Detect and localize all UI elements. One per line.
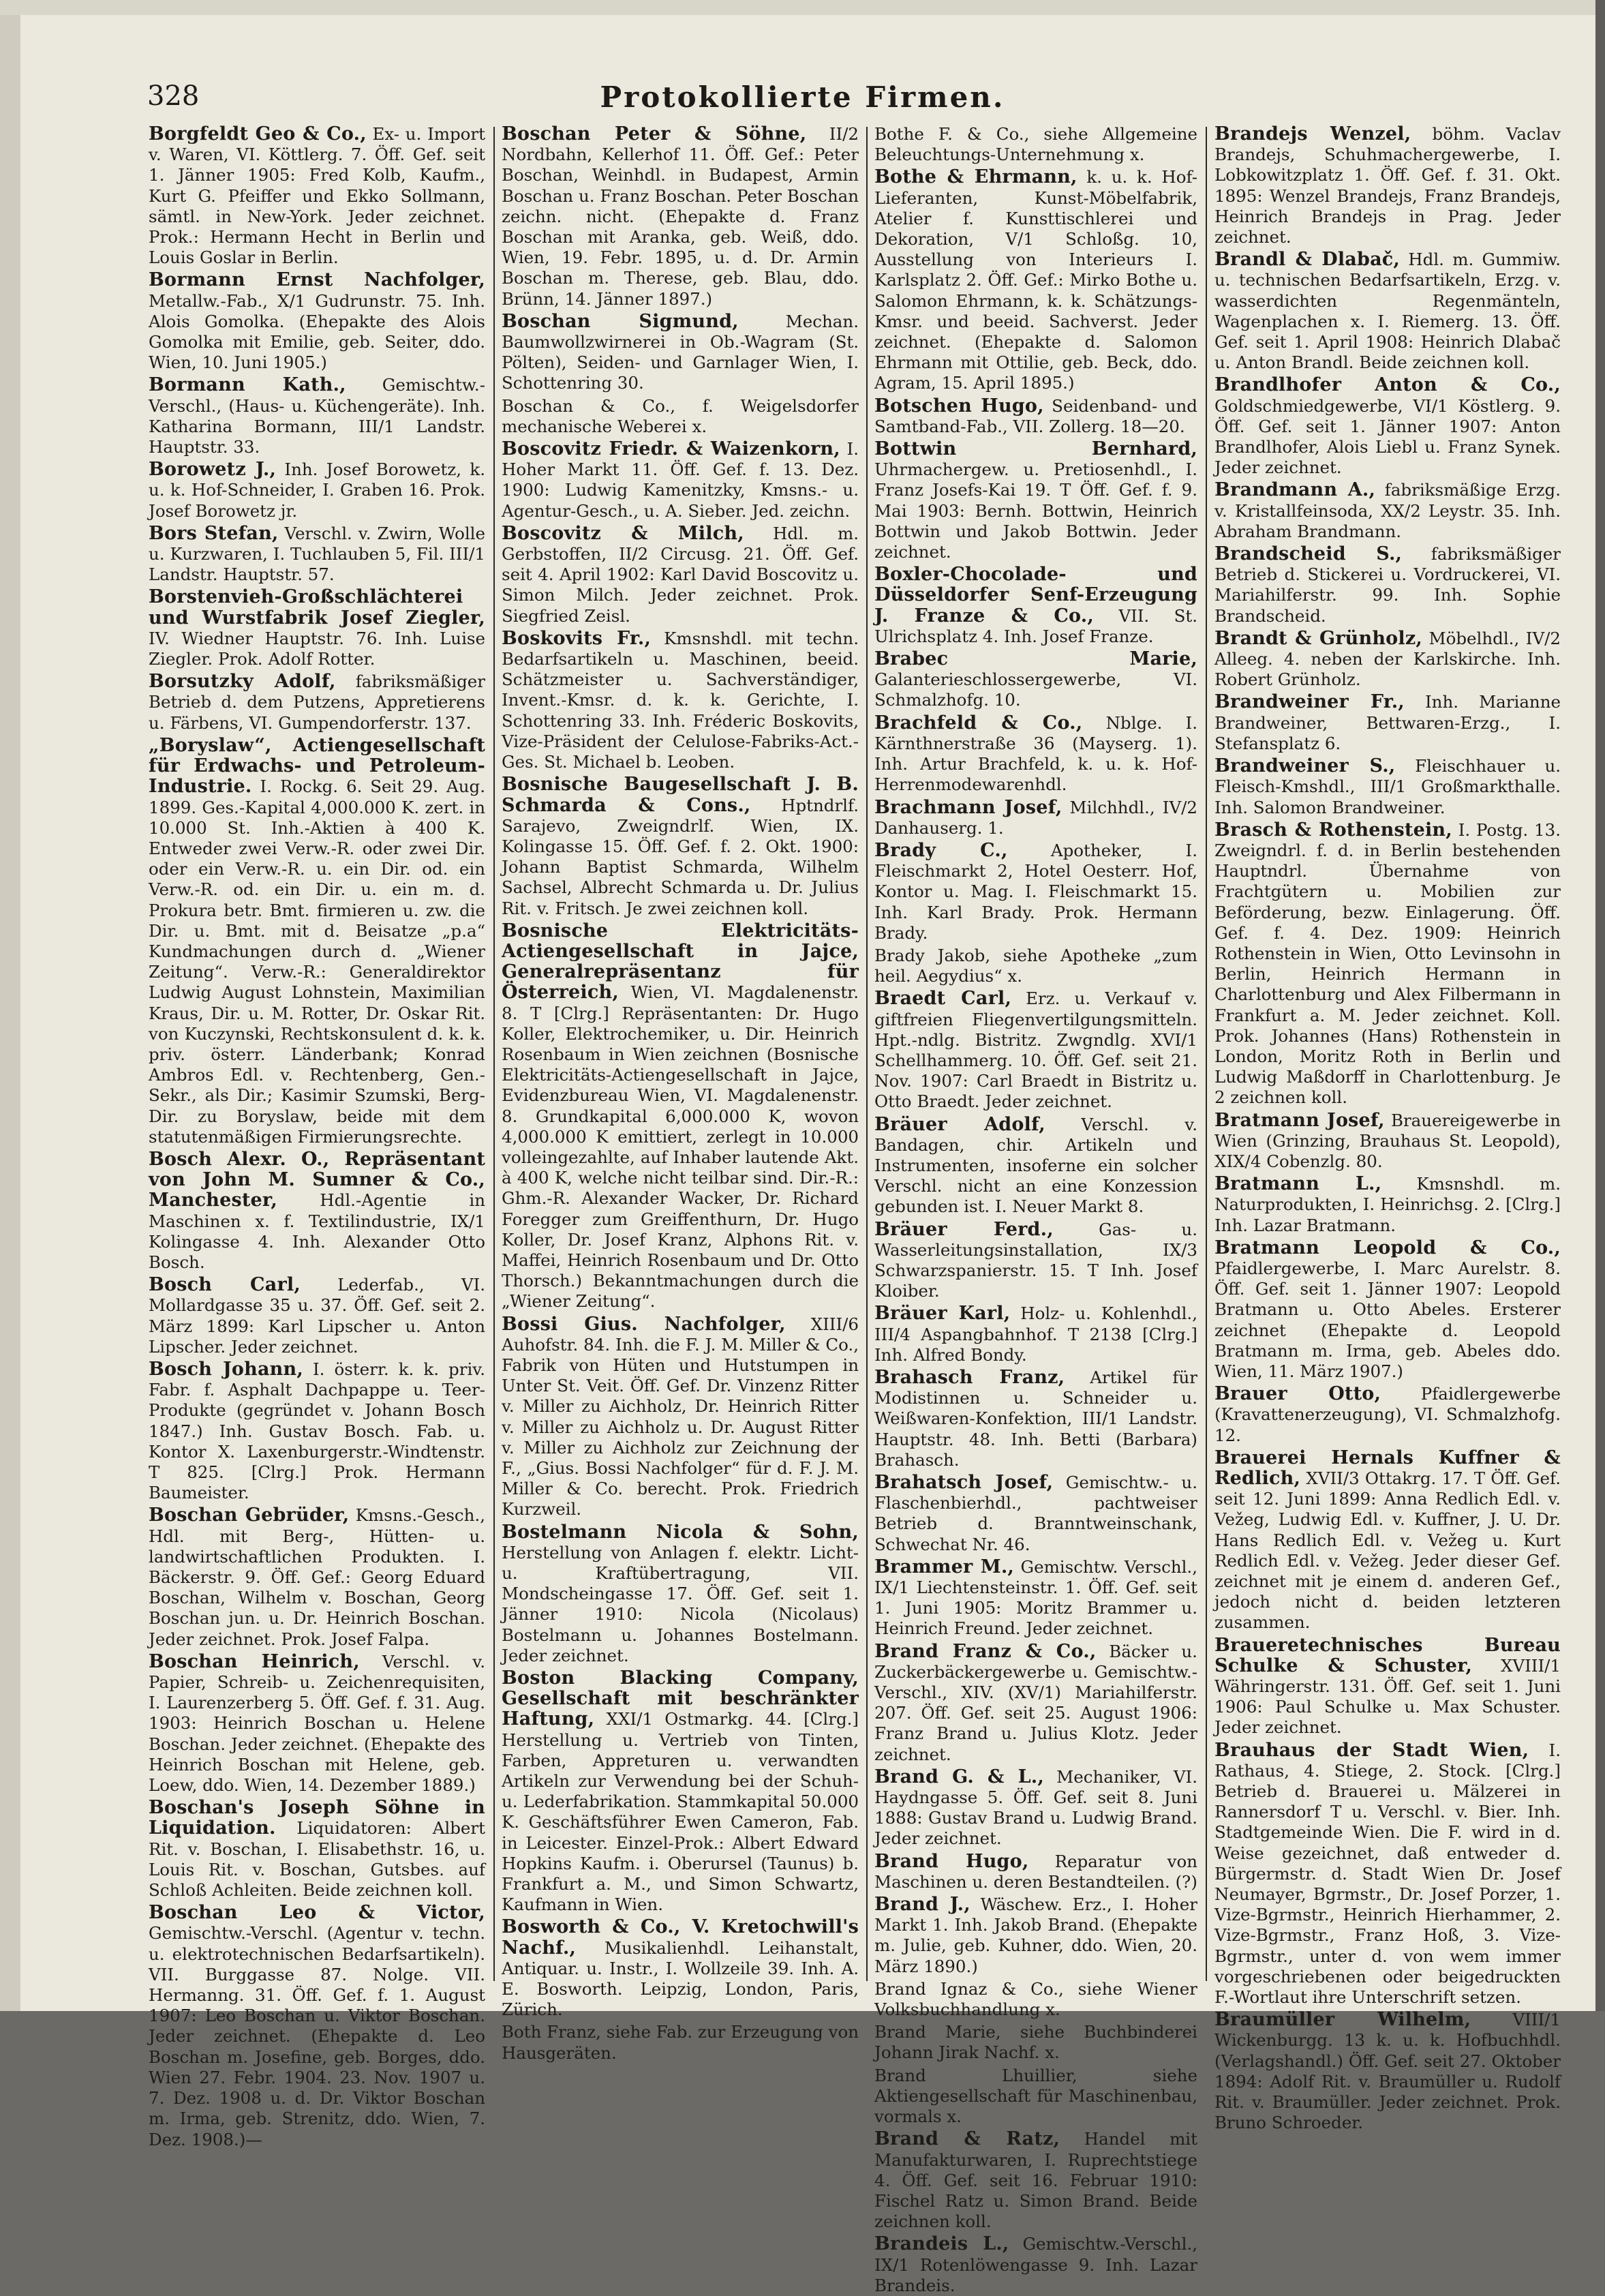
firm-entry (149, 1359, 485, 1503)
firm-details: Erz. u. Verkauf v. giftfreien Fliegenvertilgungsmitteln. Hpt.-ndlg. Bistritz. Zwgndlg. XVI/1 Schellhammerg. 10. Öff. Gef. seit 21. Nov. 1907: Carl Braedt in Bistritz u. Otto Braedt. Jeder zeichnet. (874, 988, 1197, 1112)
firm-entry (149, 587, 485, 669)
firm-name: Boschan Peter & Söhne, (502, 123, 807, 145)
firm-entry (874, 1472, 1197, 1555)
firm-name: Brandeis L., (874, 2233, 1009, 2255)
firm-details: fabriksmäßige Erzg. v. Kristallfeinsoda, XX/2 Leystr. 35. Inh. Abraham Brandmann. (1214, 480, 1561, 541)
firm-entry (502, 1668, 859, 1915)
firm-details: I. österr. k. k. priv. Fabr. f. Asphalt Dachpappe u. Teer-Produkte (gegründet v. Johann Bosch 1847.) Inh. Gustav Bosch. Fab. u. Kontor X. Laxenburgerstr.-Windtenstr. T 825. [Clrg.] Prok. Hermann Baumeister. (149, 1359, 486, 1503)
firm-entry (1214, 1238, 1561, 1382)
scan-edge-top (0, 0, 1605, 15)
firm-details: Hdl. m. Gerbstoffen, II/2 Circusg. 21. Öff. Gef. seit 4. April 1902: Karl David Boscovitz u. Simon Milch. Jeder zeichnet. Prok. Siegfried Zeisl. (502, 523, 859, 626)
firm-details: Fleischhauer u. Fleisch-Kmshdl., III/1 Großmarkthalle. Inh. Salomon Brandweiner. (1214, 756, 1561, 817)
firm-entry (1214, 1448, 1561, 1633)
firm-details: Hdl. m. Gummiw. u. technischen Bedarfsartikeln, Erzg. v. wasserdichten Regenmänteln, Wagenplachen x. I. Riemerg. 13. Öff. Gef. seit 1. April 1908: Heinrich Dlabač u. Anton Brandl. Beide zeichnen koll. (1214, 250, 1561, 373)
firm-entry (1214, 1740, 1561, 2008)
firm-details: fabriksmäßiger Betrieb d. dem Putzens, Appretierens u. Färbens, VI. Gumpendorferstr. 137. (149, 671, 485, 733)
column-divider (493, 127, 495, 1981)
firm-entry (1214, 124, 1561, 247)
firm-entry (1214, 2010, 1561, 2133)
firm-details: Seidenband- und Samtband-Fab., VII. Zollerg. 18—20. (874, 395, 1197, 436)
firm-name: Botschen Hugo, (874, 395, 1044, 417)
firm-details: Möbelhdl., IV/2 Alleeg. 4. neben der Karlskirche. Inh. Robert Grünholz. (1214, 628, 1561, 690)
firm-name: Boscovitz Friedr. & Waizenkorn, (502, 438, 840, 460)
firm-name: Brahasch Franz, (874, 1366, 1065, 1388)
firm-details: Milchhdl., IV/2 Danhauserg. 1. (874, 797, 1197, 838)
firm-name: Brandweiner Fr., (1214, 691, 1405, 713)
firm-name: Boschan Heinrich, (149, 1650, 360, 1672)
firm-details: Kmsnshdl. mit techn. Bedarfsartikeln u. Maschinen, beeid. Schätzmeister u. Sachverständiger, Invent.-Kmsr. d. k. k. Gerichte, I. Schottenring 33. Inh. Fréderic Boskovits, Vize-Präsident der Celulose-Fabriks-Act.-Ges. St. Michael b. Leoben. (502, 628, 859, 772)
firm-details: Brand Ignaz & Co., siehe Wiener Volksbuchhandlung x. (874, 1978, 1197, 2020)
page-header (0, 80, 1605, 121)
firm-details: Brand Marie, siehe Buchbinderei Johann Jirak Nachf. x. (874, 2022, 1197, 2063)
firm-entry (149, 524, 485, 586)
firm-details: Uhrmachergew. u. Pretiosenhdl., I. Franz Josefs-Kai 19. T Öff. Gef. f. 9. Mai 1903: Bernh. Bottwin, Heinrich Bottwin und Jakob Bottwin. Jeder zeichnet. (874, 459, 1197, 562)
firm-entry (874, 439, 1197, 562)
firm-name: Borowetz J., (149, 459, 277, 481)
firm-entry (1214, 250, 1561, 373)
firm-entry (1214, 1174, 1561, 1236)
firm-name: Bormann Ernst Nachfolger, (149, 269, 485, 291)
text-column-1 (149, 123, 486, 2149)
firm-details: Goldschmiedgewerbe, VI/1 Köstlerg. 9. Öff. Gef. seit 1. Jänner 1907: Anton Brandlhofer, Alois Liebl u. Franz Synek. Jeder zeichnet. (1214, 395, 1561, 478)
firm-entry (149, 124, 485, 268)
firm-entry (502, 312, 859, 394)
firm-details: I. Postg. 13. Zweigndrl. f. d. in Berlin bestehenden Hauptndrl. Übernahme von Frachtgütern u. Mobilien zur Beförderung, bezw. Einlagerung. Öff. Gef. f. 4. Dez. 1909: Heinrich Rothenstein in Wien, Otto Levinsohn in Berlin, Heinrich Hermann in Charlottenburg und Alex Filbermann in Frankfurt a. M. Jeder zeichnet. Koll. Prok. Johannes (Hans) Rothenstein in London, Moritz Roth in Berlin und Ludwig Maßdorff in Charlottenburg. Je 2 zeichnen koll. (1214, 819, 1561, 1108)
firm-entry (502, 629, 859, 772)
page-title: Protokollierte Firmen. (600, 80, 1005, 114)
firm-entry (149, 1652, 485, 1796)
firm-name: Bosch Alexr. O., Repräsentant von John M. Sumner & Co., Manchester, (149, 1148, 485, 1211)
firm-name: Brandejs Wenzel, (1214, 123, 1411, 145)
text-column-3 (874, 124, 1198, 2295)
firm-name: Brandmann A., (1214, 479, 1376, 501)
firm-name: Brauhaus der Stadt Wien, (1214, 1739, 1529, 1761)
firm-details: Wien, VI. Magdalenenstr. 8. T [Clrg.] Repräsentanten: Dr. Hugo Koller, Elektrochemiker, u. Dir. Heinrich Rosenbaum in Wien zeichnen (Bosnische Elektricitäts-Actiengesellschaft in Jajce, Evidenzbureau Wien, VI. Magdalenenstr. 8. Grundkapital 6,000.000 K, wovon 4,000.000 K emittiert, zerlegt in 10.000 volleingezahlte, auf Inhaber lautende Akt. à 400 K, welche nicht teilbar sind. Dir.-R.: Ghm.-R. Alexander Wacker, Dr. Richard Foregger zum Greiffenthurn, Dr. Hugo Koller, Dr. Josef Kranz, Alphons Rit. v. Maffei, Heinrich Rosenbaum und Dr. Otto Thorsch.) Bekanntmachungen durch die „Wiener Zeitung“. (502, 982, 859, 1312)
firm-details: Gemischtw.-Verschl. (Agentur v. techn. u. elektrotechnischen Bedarfsartikeln). VII. Burggasse 87. Nolge. VII. Hermanng. 31. Öff. Gef. f. 1. August 1907: Leo Boschan u. Viktor Boschan. Jeder zeichnet. (Ehepakte d. Leo Boschan m. Josefine, geb. Borges, ddo. Wien 27. Febr. 1904. 23. Nov. 1907 u. 7. Dez. 1908 u. d. Dr. Viktor Boschan m. Irma, geb. Strenitz, ddo. Wien, 7. Dez. 1908.)— (149, 1923, 485, 2149)
firm-entry (1214, 1111, 1561, 1173)
firm-entry (149, 736, 485, 1147)
firm-name: Brandlhofer Anton & Co., (1214, 374, 1561, 396)
firm-entry (502, 396, 859, 437)
firm-details: Inh. Marianne Brandweiner, Bettwaren-Erzg., I. Stefansplatz 6. (1214, 692, 1561, 753)
firm-details: XVII/3 Ottakrg. 17. T Öff. Gef. seit 12. Juni 1899: Anna Redlich Edl. v. Vežeg, Ludwig Edl. v. Kuffner, J. U. Dr. Hans Redlich Edl. v. Vežeg u. Kurt Redlich Edl. v. Vežeg. Jeder dieser Gef. zeichnet mit je einem d. anderen Gef., jedoch nicht d. beiden letzteren zusammen. (1214, 1468, 1561, 1633)
firm-entry (1214, 544, 1561, 626)
firm-details: Bothe F. & Co., siehe Allgemeine Beleuchtungs-Unternehmung x. (874, 124, 1197, 165)
firm-name: Bratmann Josef, (1214, 1109, 1385, 1131)
column-divider (1206, 127, 1207, 1981)
firm-entry (1214, 480, 1561, 542)
firm-name: Brachmann Josef, (874, 796, 1063, 818)
text-column-4 (1214, 123, 1561, 2133)
firm-details: XXI/1 Ostmarkg. 44. [Clrg.] Herstellung u. Vertrieb von Tinten, Farben, Appreturen u. verwandten Artikeln zur Verwendung bei der Schuh- u. Lederfabrikation. Stammkapital 50.000 K. Geschäftsführer Ewen Cameron, Fab. in Leicester. Einzel-Prok.: Albert Edward Hopkins Kaufm. i. Oberursel (Taunus) b. Frankfurt a. M., und Simon Schwartz, Kaufmann in Wien. (502, 1709, 859, 1915)
firm-name: Brand J., (874, 1894, 970, 1916)
firm-details: Gemischtw.- u. Flaschenbierhdl., pachtweiser Betrieb d. Branntweinschank, Schwechat Nr. 46. (874, 1472, 1197, 1554)
firm-name: Brand & Ratz, (874, 2128, 1060, 2150)
firm-entry (149, 459, 485, 522)
firm-name: Boston Blacking Company, Gesellschaft mit beschränkter Haftung, (502, 1667, 859, 1730)
firm-details: Pfaidlergewerbe, I. Marc Aurelstr. 8. Öff. Gef. seit 1. Jänner 1907: Leopold Bratmann u. Otto Abeles. Ersterer zeichnet (Ehepakte d. Leopold Bratmann m. Irma, geb. Abeles ddo. Wien, 11. März 1907.) (1214, 1258, 1561, 1381)
firm-name: Borstenvieh-Großschlächterei und Wurstfabrik Josef Ziegler, (149, 586, 485, 629)
firm-details: Mechan. Baumwollzwirnerei in Ob.-Wagram (St. Pölten), Seiden- und Garnlager Wien, I. Schottenring 30. (502, 311, 859, 393)
firm-details: XVIII/1 Währingerstr. 131. Öff. Gef. seit 1. Juni 1906: Paul Schulke u. Max Schuster. Jeder zeichnet. (1214, 1655, 1561, 1738)
firm-details: II/2 Nordbahn, Kellerhof 11. Öff. Gef.: Peter Boschan, Weinhdl. in Budapest, Armin Boschan u. Franz Boschan. Peter Boschan zeichn. nicht. (Ehepakte d. Franz Boschan mit Aranka, geb. Weiß, ddo. Wien, 19. Febr. 1895, u. d. Dr. Armin Boschan m. Therese, geb. Blau, ddo. Brünn, 14. Jänner 1897.) (502, 124, 859, 309)
firm-name: Boxler-Chocolade- und Düsseldorfer Senf-Erzeugung J. Franze & Co., (874, 564, 1197, 626)
firm-details: Holz- u. Kohlenhdl., III/4 Aspangbahnhof. T 2138 [Clrg.] Inh. Alfred Bondy. (874, 1303, 1197, 1365)
firm-entry (1214, 820, 1561, 1108)
firm-details: VIII/1 Wickenburgg. 13 k. u. k. Hofbuchhdl. (Verlagshandl.) Öff. Gef. seit 27. Oktober 1894: Adolf Rit. v. Braumüller u. Rudolf Rit. v. Braumüller. Jeder zeichnet. Prok. Bruno Schroeder. (1214, 2010, 1561, 2133)
firm-name: Brabec Marie, (874, 648, 1197, 670)
firm-name: Bors Stefan, (149, 522, 279, 544)
firm-details: k. u. k. Hof-Lieferanten, Kunst-Möbelfabrik, Atelier f. Kunsttischlerei und Dekoration, V/1 Schloßg. 10, Ausstellung von Interieurs I. Karlsplatz 2. Öff. Gef.: Mirko Bothe u. Salomon Ehrmann, k. k. Schätzungs-Kmsr. und beeid. Sachverst. Jeder zeichnet. (Ehepakte d. Salomon Ehrmann mit Ottilie, geb. Beck, ddo. Agram, 15. April 1895.) (874, 167, 1197, 393)
firm-entry (1214, 629, 1561, 691)
firm-details: Verschl. v. Bandagen, chir. Artikeln und Instrumenten, insoferne ein solcher Verschl. nicht an eine Konzession gebunden ist. I. Neuer Markt 8. (874, 1114, 1197, 1217)
firm-entry (874, 1303, 1197, 1365)
firm-entry (1214, 1635, 1561, 1738)
firm-details: Herstellung von Anlagen f. elektr. Licht- u. Kraftübertragung, VII. Mondscheingasse 17. Öff. Gef. seit 1. Jänner 1910: Nicola (Nicolaus) Bostelmann u. Johannes Bostelmann. Jeder zeichnet. (502, 1542, 859, 1665)
text-column-2 (502, 123, 859, 2063)
firm-entry (502, 1522, 859, 1666)
firm-name: Brandt & Grünholz, (1214, 627, 1422, 649)
firm-name: Boscovitz & Milch, (502, 522, 744, 544)
firm-name: Brauerei Hernals Kuffner & Redlich, (1214, 1447, 1561, 1489)
firm-details: Lederfab., VI. Mollardgasse 35 u. 37. Öff. Gef. seit 2. März 1899: Karl Lipscher u. Anton Lipscher. Jeder zeichnet. (149, 1275, 485, 1357)
firm-entry (874, 713, 1197, 796)
firm-entry (874, 1220, 1197, 1302)
firm-entry (874, 564, 1197, 647)
firm-details: I. Rockg. 6. Seit 29. Aug. 1899. Ges.-Kapital 4,000.000 K. zert. in 10.000 St. Inh.-Aktien à 400 K. Entweder zwei Verw.-R. oder zwei Dir. oder ein Verw.-R. u. ein Dir. od. ein Verw.-R. od. ein Dir. u. ein m. d. Prokura betr. Bmt. firmieren u. zw. die Dir. u. Bmt. mit d. Beisatze „p.a“ Kundmachungen durch d. „Wiener Zeitung“. Verw.-R.: Generaldirektor Ludwig August Lohnstein, Maximilian Kraus, Dir. u. M. Rotter, Dr. Oskar Rit. von Kuczynski, Rechtskonsulent d. k. k. priv. österr. Länderbank; Konrad Ambros Edl. v. Rechtenberg, Gen.-Sekr., als Dir.; Kasimir Szumski, Berg-Dir. zu Boryslaw, beide mit dem statutenmäßigen Firmierungsrechte. (149, 776, 485, 1147)
firm-entry (874, 1979, 1197, 2020)
firm-entry (502, 124, 859, 309)
firm-name: Boschan's Joseph Söhne in Liquidation. (149, 1797, 485, 1839)
firm-name: Bosnische Baugesellschaft J. B. Schmarda & Cons., (502, 774, 859, 816)
firm-name: Bräuer Ferd., (874, 1218, 1054, 1240)
firm-entry (874, 2066, 1197, 2128)
firm-name: „Boryslaw“, Actiengesellschaft für Erdwachs- und Petroleum-Industrie. (149, 734, 485, 798)
firm-details: Ex- u. Import v. Waren, VI. Köttlerg. 7. Öff. Gef. seit 1. Jänner 1905: Fred Kolb, Kaufm., Kurt G. Pfeiffer und Ekko Sollmann, sämtl. in New-York. Jeder zeichnet. Prok.: Hermann Hecht in Berlin und Louis Goslar in Berlin. (149, 124, 485, 268)
firm-entry (874, 649, 1197, 711)
firm-entry (502, 439, 859, 522)
firm-details: Boschan & Co., f. Weigelsdorfer mechanische Weberei x. (502, 395, 859, 436)
firm-entry (874, 1852, 1197, 1892)
firm-entry (874, 1894, 1197, 1977)
firm-entry (874, 1557, 1197, 1640)
firm-name: Bräuer Karl, (874, 1303, 1011, 1325)
firm-entry (874, 2022, 1197, 2063)
firm-name: Brandweiner S., (1214, 755, 1396, 777)
firm-details: Hdl.-Agentie in Maschinen x. f. Textilindustrie, IX/1 Kolingasse 4. Inh. Alexander Otto Bosch. (149, 1190, 485, 1272)
firm-entry (149, 1275, 485, 1357)
firm-name: Brandl & Dlabač, (1214, 249, 1401, 271)
firm-details: Gemischtw.-Verschl., IX/1 Rotenlöwengasse 9. Inh. Lazar Brandeis. (874, 2234, 1197, 2295)
firm-entry (149, 375, 485, 457)
firm-details: Gas- u. Wasserleitungsinstallation, IX/3 Schwarzspanierstr. 15. T Inh. Josef Kloiber. (874, 1219, 1197, 1301)
firm-details: Artikel für Modistinnen u. Schneider u. Weißwaren-Konfektion, III/1 Landstr. Hauptstr. 48. Inh. Betti (Barbara) Brahasch. (874, 1367, 1197, 1470)
firm-name: Bratmann L., (1214, 1173, 1382, 1195)
firm-entry (149, 1903, 485, 2149)
firm-name: Brauer Otto, (1214, 1383, 1381, 1405)
firm-name: Bosch Johann, (149, 1358, 303, 1380)
scan-edge-right (1595, 0, 1605, 2011)
firm-name: Boschan Sigmund, (502, 310, 739, 332)
firm-details: Kmsnshdl. m. Naturprodukten, I. Heinrichsg. 2. [Clrg.] Inh. Lazar Bratmann. (1214, 1174, 1561, 1235)
firm-details: Inh. Josef Borowetz, k. u. k. Hof-Schneider, I. Graben 16. Prok. Josef Borowetz jr. (149, 459, 485, 521)
firm-entry (874, 798, 1197, 839)
firm-entry (874, 124, 1197, 165)
firm-name: Bothe & Ehrmann, (874, 166, 1077, 188)
firm-name: Brammer M., (874, 1556, 1015, 1577)
firm-name: Brahatsch Josef, (874, 1472, 1054, 1493)
firm-details: Liquidatoren: Albert Rit. v. Boschan, I. Elisabethstr. 16, u. Louis Rit. v. Boschan, Gutsbes. auf Schloß Achleiten. Beide zeichnen koll. (149, 1818, 485, 1901)
firm-details: Both Franz, siehe Fab. zur Erzeugung von Hausgeräten. (502, 2022, 859, 2063)
firm-entry (874, 988, 1197, 1112)
firm-entry (874, 1642, 1197, 1765)
firm-details: IV. Wiedner Hauptstr. 76. Inh. Luise Ziegler. Prok. Adolf Rotter. (149, 628, 485, 669)
firm-name: Borgfeldt Geo & Co., (149, 123, 367, 145)
firm-name: Boskovits Fr., (502, 627, 652, 649)
firm-entry (149, 270, 485, 373)
firm-details: böhm. Vaclav Brandejs, Schuhmachergewerbe, I. Lobkowitzplatz 1. Öff. Gef. f. 31. Okt. 1895: Wenzel Brandejs, Franz Brandejs, Heinrich Brandejs in Prag. Jeder zeichnet. (1214, 124, 1561, 247)
scan-edge-left (0, 0, 20, 2011)
firm-entry (149, 1505, 485, 1649)
firm-details: Verschl. v. Papier, Schreib- u. Zeichenrequisiten, I. Laurenzerberg 5. Öff. Gef. f. 31. Aug. 1903: Heinrich Boschan u. Helene Boschan. Jeder zeichnet. (Ehepakte des Heinrich Boschan mit Helene, geb. Loew, ddo. Wien, 14. Dezember 1889.) (149, 1651, 485, 1796)
column-divider (866, 127, 868, 1981)
firm-name: Bossi Gius. Nachfolger, (502, 1313, 786, 1335)
firm-details: I. Rathaus, 4. Stiege, 2. Stock. [Clrg.] Betrieb d. Brauerei u. Mälzerei in Rannersdorf T u. Verschl. v. Bier. Inh. Stadtgemeinde Wien. Die F. wird in d. Weise gezeichnet, daß entweder d. Bürgermstr. d. Stadt Wien Dr. Josef Neumayer, Bgrmstr., Dr. Josef Porzer, 1. Vize-Bgrmstr., Heinrich Hierhammer, 2. Vize-Bgrmstr., Franz Hoß, 3. Vize-Bgrmstr., unter d. von wem immer vorgeschriebenen oder beigedruckten F.-Wortlaut ihre Unterschrift setzen. (1214, 1740, 1561, 2008)
firm-entry (874, 946, 1197, 986)
firm-entry (149, 1798, 485, 1901)
firm-name: Braedt Carl, (874, 988, 1012, 1010)
firm-name: Bräuer Adolf, (874, 1113, 1045, 1135)
firm-details: Gemischtw. Verschl., IX/1 Liechtensteinstr. 1. Öff. Gef. seit 1. Juni 1905: Moritz Brammer u. Heinrich Freund. Jeder zeichnet. (874, 1556, 1198, 1639)
firm-name: Bosnische Elektricitäts-Actiengesellschaft in Jajce, Generalrepräsentanz für Österreich, (502, 920, 859, 1003)
firm-entry (1214, 692, 1561, 754)
firm-entry (874, 167, 1197, 393)
firm-name: Brand Franz & Co., (874, 1640, 1097, 1662)
firm-name: Borsutzky Adolf, (149, 671, 336, 693)
firm-details: I. Hoher Markt 11. Öff. Gef. f. 13. Dez. 1900: Ludwig Kamenitzky, Kmsns.- u. Agentur-Gesch., u. A. Sieber. Jed. zeichn. (502, 439, 859, 521)
firm-entry (149, 1149, 485, 1273)
firm-details: Hptndrlf. Sarajevo, Zweigndrlf. Wien, IX. Kolingasse 15. Öff. Gef. f. 2. Okt. 1900: Johann Baptist Schmarda, Wilhelm Sachsel, Albrecht Schmarda u. Dr. Julius Rit. v. Fritsch. Je zwei zeichnen koll. (502, 795, 859, 918)
firm-entry (1214, 375, 1561, 478)
firm-entry (874, 1368, 1197, 1470)
firm-details: Reparatur von Maschinen u. deren Bestandteilen. (?) (874, 1851, 1197, 1892)
firm-name: Bormann Kath., (149, 374, 346, 396)
page-number: 328 (147, 80, 200, 112)
firm-name: Bratmann Leopold & Co., (1214, 1237, 1561, 1258)
firm-details: Mechaniker, VI. Haydngasse 5. Öff. Gef. seit 8. Juni 1888: Gustav Brand u. Ludwig Brand. Jeder zeichnet. (874, 1766, 1197, 1849)
firm-name: Brachfeld & Co., (874, 712, 1083, 734)
firm-details: Musikalienhdl. Leihanstalt, Antiquar. u. Instr., I. Wollzeile 39. Inh. A. E. Bosworth. Leipzig, London, Paris, Zürich. (502, 1937, 859, 2020)
firm-name: Bosworth & Co., V. Kretochwill's Nachf., (502, 1916, 859, 1959)
firm-entry (874, 1767, 1197, 1849)
firm-details: Kmsns.-Gesch., Hdl. mit Berg-, Hütten- u. landwirtschaftlichen Produkten. I. Bäckerstr. 9. Öff. Gef.: Georg Eduard Boschan, Wilhelm v. Boschan, Georg Boschan jun. u. Dr. Heinrich Boschan. Jeder zeichnet. Prok. Josef Falpa. (149, 1505, 485, 1649)
firm-entry (502, 1917, 859, 2020)
firm-details: Nblge. I. Kärnthnerstraße 36 (Mayserg. 1). Inh. Artur Brachfeld, k. u. k. Hof-Herrenmodewarenhdl. (874, 712, 1197, 795)
firm-details: Verschl. v. Zwirn, Wolle u. Kurzwaren, I. Tuchlauben 5, Fil. III/1 Landstr. Hauptstr. 57. (149, 523, 486, 585)
firm-details: Brand Lhuillier, siehe Aktiengesellschaft für Maschinenbau, vormals x. (874, 2065, 1197, 2127)
firm-entry (1214, 1384, 1561, 1446)
firm-details: Brady Jakob, siehe Apotheke „zum heil. Aegydius“ x. (874, 945, 1197, 986)
firm-name: Bosch Carl, (149, 1274, 301, 1296)
firm-entry (874, 396, 1197, 437)
firm-details: Metallw.-Fab., X/1 Gudrunstr. 75. Inh. Alois Gomolka. (Ehepakte des Alois Gomolka mit Emilie, geb. Seiter, ddo. Wien, 10. Juni 1905.) (149, 290, 485, 373)
firm-details: Apotheker, I. Fleischmarkt 2, Hotel Oesterr. Hof, Kontor u. Mag. I. Fleischmarkt 15. Inh. Karl Brady. Prok. Hermann Brady. (874, 840, 1198, 943)
firm-details: fabriksmäßiger Betrieb d. Stickerei u. Vordruckerei, VI. Mariahilferstr. 99. Inh. Sophie Brandscheid. (1214, 544, 1561, 626)
firm-name: Bostelmann Nicola & Sohn, (502, 1521, 859, 1543)
firm-details: XIII/6 Auhofstr. 84. Inh. die F. J. M. Miller & Co., Fabrik von Hüten und Hutstumpen in Unter St. Veit. Öff. Gef. Dr. Vinzenz Ritter v. Miller zu Aichholz, Dr. Heinrich Ritter v. Miller zu Aichholz u. Dr. August Ritter v. Miller zu Aichholz zur Zeichnung der F., „Gius. Bossi Nachfolger“ für d. F. J. M. Miller & Co. berecht. Prok. Friedrich Kurzweil. (502, 1314, 859, 1520)
firm-entry (874, 1115, 1197, 1218)
firm-name: Brady C., (874, 839, 1008, 861)
firm-entry (502, 524, 859, 626)
firm-details: Wäschew. Erz., I. Hoher Markt 1. Inh. Jakob Brand. (Ehepakte m. Julie, geb. Kuhner, ddo. Wien, 20. März 1890.) (874, 1894, 1197, 1976)
firm-name: Boschan Gebrüder, (149, 1505, 350, 1526)
firm-name: Brandscheid S., (1214, 543, 1403, 565)
firm-details: VII. St. Ulrichsplatz 4. Inh. Josef Franze. (874, 605, 1197, 646)
firm-details: Bäcker u. Zuckerbäckergewerbe u. Gemischtw.-Verschl., XIV. (XV/1) Mariahilferstr. 207. Öff. Gef. seit 25. August 1906: Franz Brand u. Julius Klotz. Jeder zeichnet. (874, 1641, 1197, 1764)
firm-name: Boschan Leo & Victor, (149, 1902, 485, 1924)
firm-name: Brasch & Rothenstein, (1214, 819, 1452, 841)
firm-name: Bottwin Bernhard, (874, 438, 1197, 460)
firm-details: Handel mit Manufakturwaren, I. Ruprechtstiege 4. Öff. Gef. seit 16. Februar 1910: Fischel Ratz u. Simon Brand. Beide zeichnen koll. (874, 2129, 1197, 2232)
firm-name: Brand Hugo, (874, 1850, 1029, 1872)
firm-entry (149, 671, 485, 734)
firm-entry (874, 841, 1197, 943)
firm-entry (502, 921, 859, 1312)
firm-details: Brauereigewerbe in Wien (Grinzing, Brauhaus St. Leopold), XIX/4 Cobenzlg. 80. (1214, 1110, 1561, 1171)
firm-entry (502, 774, 859, 918)
firm-name: Braueretechnisches Bureau Schulke & Schuster, (1214, 1634, 1561, 1676)
firm-entry (1214, 756, 1561, 818)
firm-details: Gemischtw.-Verschl., (Haus- u. Küchengeräte). Inh. Katharina Bormann, III/1 Landstr. Hauptstr. 33. (149, 375, 485, 457)
firm-entry (874, 2234, 1197, 2296)
firm-entry (502, 2022, 859, 2063)
firm-details: Pfaidlergewerbe (Kravattenerzeugung), VI. Schmalzhofg. 12. (1214, 1384, 1561, 1445)
firm-name: Braumüller Wilhelm, (1214, 2009, 1471, 2031)
firm-entry (502, 1314, 859, 1520)
firm-name: Brand G. & L., (874, 1766, 1044, 1787)
firm-entry (874, 2129, 1197, 2232)
firm-details: Galanterieschlossergewerbe, VI. Schmalzhofg. 10. (874, 669, 1197, 710)
